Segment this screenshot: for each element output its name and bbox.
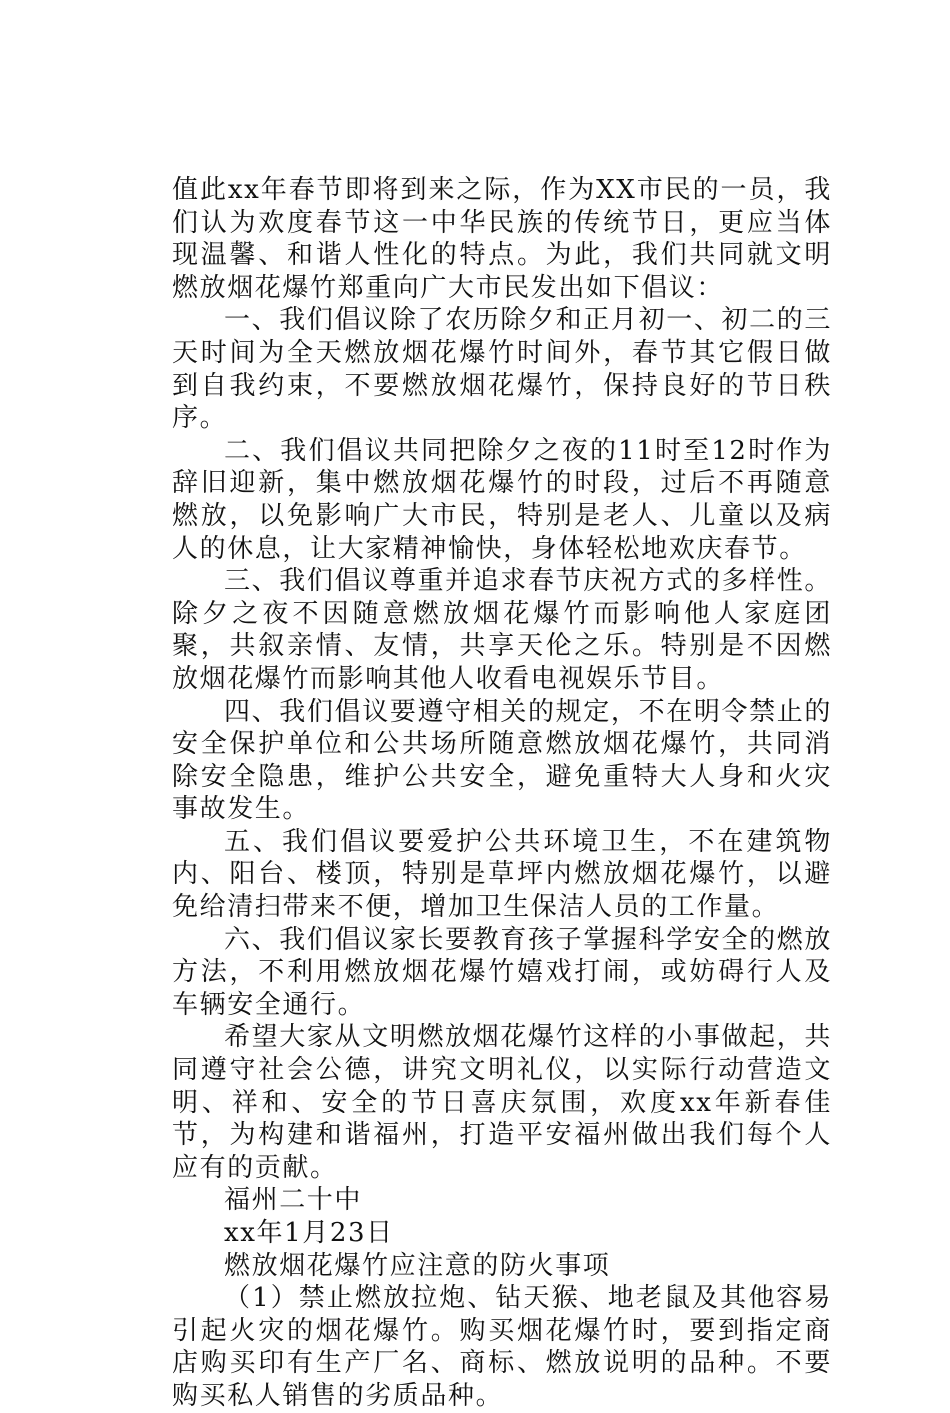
closing-paragraph: 希望大家从文明燃放烟花爆竹这样的小事做起，共同遵守社会公德，讲究文明礼仪，以实际行动营造文明、祥和、安全的节日喜庆氛围，欢度xx年新春佳节，为构建和谐福州，打造平安福州做出我们每个人应有的贡献。 bbox=[172, 1022, 832, 1183]
proposal-item-1: 一、我们倡议除了农历除夕和正月初一、初二的三天时间为全天燃放烟花爆竹时间外，春节其它假日做到自我约束，不要燃放烟花爆竹，保持良好的节日秩序。 bbox=[172, 305, 832, 434]
proposal-item-4: 四、我们倡议要遵守相关的规定，不在明令禁止的安全保护单位和公共场所随意燃放烟花爆竹，共同消除安全隐患，维护公共安全，避免重特大人身和火灾事故发生。 bbox=[172, 696, 832, 825]
date: xx年1月23日 bbox=[224, 1218, 394, 1248]
document-body bbox=[172, 174, 832, 1413]
proposal-item-3: 三、我们倡议尊重并追求春节庆祝方式的多样性。除夕之夜不因随意燃放烟花爆竹而影响他人家庭团聚，共叙亲情、友情，共享天伦之乐。特别是不因燃放烟花爆竹而影响其他人收看电视娱乐节目。 bbox=[172, 566, 832, 694]
intro-paragraph: 值此xx年春节即将到来之际，作为XX市民的一员，我们认为欢度春节这一中华民族的传统节日，更应当体现温馨、和谐人性化的特点。为此，我们共同就文明燃放烟花爆竹郑重向广大市民发出如下倡议： bbox=[172, 175, 832, 303]
proposal-item-2: 二、我们倡议共同把除夕之夜的11时至12时作为辞旧迎新，集中燃放烟花爆竹的时段，过后不再随意燃放，以免影响广大市民，特别是老人、儿童以及病人的休息，让大家精神愉快，身体轻松地欢庆春节。 bbox=[172, 435, 832, 564]
proposal-item-6: 六、我们倡议家长要教育孩子掌握科学安全的燃放方法，不利用燃放烟花爆竹嬉戏打闹，或妨碍行人及车辆安全通行。 bbox=[172, 924, 832, 1020]
section-item-1: （1）禁止燃放拉炮、钻天猴、地老鼠及其他容易引起火灾的烟花爆竹。购买烟花爆竹时，要到指定商店购买印有生产厂名、商标、燃放说明的品种。不要购买私人销售的劣质品种。 bbox=[172, 1283, 832, 1411]
section-title: 燃放烟花爆竹应注意的防火事项 bbox=[224, 1250, 611, 1281]
signature: 福州二十中 bbox=[224, 1185, 363, 1216]
proposal-item-5: 五、我们倡议要爱护公共环境卫生，不在建筑物内、阳台、楼顶，特别是草坪内燃放烟花爆竹，以避免给清扫带来不便，增加卫生保洁人员的工作量。 bbox=[172, 826, 832, 923]
